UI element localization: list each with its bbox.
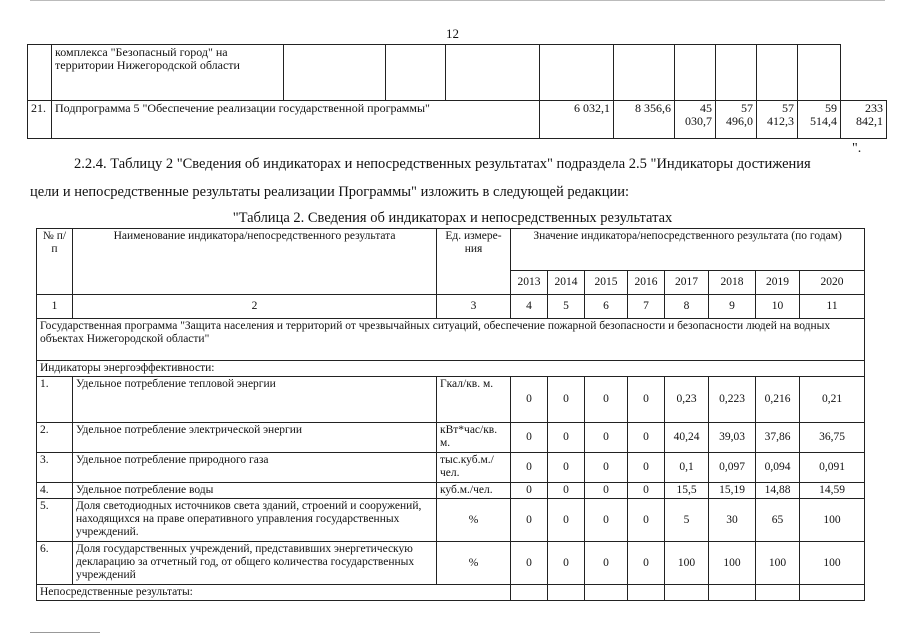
value-cell: 100 [665, 542, 709, 585]
value-cell: 0 [548, 453, 585, 483]
table-caption: "Таблица 2. Сведения об индикаторах и непосредственных результатах [232, 210, 673, 226]
year-cell: 2016 [628, 271, 665, 295]
year-cell: 2017 [665, 271, 709, 295]
value-cell: 0,23 [665, 377, 709, 423]
paragraph-line-1: 2.2.4. Таблицу 2 "Сведения об индикаторах и непосредственных результатах" подраздела 2.5 "Индикаторы достижения [74, 156, 811, 172]
empty-cell [284, 45, 386, 101]
table-row [28, 45, 887, 101]
column-number: 8 [665, 295, 709, 319]
value-cell: 0 [585, 483, 628, 499]
column-number: 2 [73, 295, 437, 319]
row-name: комплекса "Безопасный город" на территории Нижегородской области [52, 45, 284, 101]
empty-cell [585, 585, 628, 601]
indicator-name: Доля государственных учреждений, представивших энергетическую декларацию за отчетный год, от общего количества государственных учреждений [73, 542, 437, 585]
column-number: 3 [437, 295, 511, 319]
value-cell: 30 [709, 499, 756, 542]
value-cell: 0,21 [800, 377, 865, 423]
header-values: Значение индикатора/непосредственного результата (по годам) [511, 229, 865, 271]
indicator-unit: % [437, 542, 511, 585]
empty-cell [798, 45, 841, 101]
value-cell: 0,1 [665, 453, 709, 483]
value-cell: 0,091 [800, 453, 865, 483]
indicator-name: Удельное потребление природного газа [73, 453, 437, 483]
column-number: 5 [548, 295, 585, 319]
value-cell: 0 [548, 423, 585, 453]
column-number: 10 [756, 295, 800, 319]
value-cell: 0,223 [709, 377, 756, 423]
indicator-unit: % [437, 499, 511, 542]
top-border [30, 0, 885, 2]
value-cell: 0 [585, 377, 628, 423]
value-cell: 0 [511, 542, 548, 585]
value-cell: 37,86 [756, 423, 800, 453]
empty-cell [800, 585, 865, 601]
row-number: 6. [37, 542, 73, 585]
empty-cell [386, 45, 446, 101]
value-cell: 0 [511, 483, 548, 499]
year-cell: 2018 [709, 271, 756, 295]
value-cell: 0 [511, 499, 548, 542]
empty-cell [614, 45, 675, 101]
value-cell: 0 [628, 499, 665, 542]
value-cell: 0 [548, 542, 585, 585]
value-cell: 0 [585, 499, 628, 542]
value-cell: 0,216 [756, 377, 800, 423]
table-row [37, 542, 865, 585]
empty-cell [540, 45, 614, 101]
row-name: Подпрограмма 5 "Обеспечение реализации государственной программы" [52, 101, 540, 139]
value-cell: 0 [585, 542, 628, 585]
empty-cell [446, 45, 540, 101]
value-cell: 0 [511, 453, 548, 483]
value-cell: 8 356,6 [614, 101, 675, 139]
indicator-name: Удельное потребление электрической энергии [73, 423, 437, 453]
empty-cell [756, 585, 800, 601]
value-cell: 65 [756, 499, 800, 542]
section-row [37, 585, 865, 601]
header-name: Наименование индикатора/непосредственного результата [73, 229, 437, 295]
indicator-unit: кВт*час/кв. м. [437, 423, 511, 453]
value-cell: 100 [800, 542, 865, 585]
table-row [37, 453, 865, 483]
value-cell: 0 [628, 483, 665, 499]
value-cell: 0,097 [709, 453, 756, 483]
value-cell: 100 [800, 499, 865, 542]
value-cell: 15,19 [709, 483, 756, 499]
value-cell: 40,24 [665, 423, 709, 453]
value-cell: 0,094 [756, 453, 800, 483]
value-cell: 45 030,7 [675, 101, 716, 139]
year-cell: 2015 [585, 271, 628, 295]
value-cell: 0 [585, 453, 628, 483]
indicator-name: Удельное потребление воды [73, 483, 437, 499]
value-cell: 5 [665, 499, 709, 542]
value-cell: 0 [585, 423, 628, 453]
value-cell: 6 032,1 [540, 101, 614, 139]
table-row [28, 101, 887, 139]
indicators-table [36, 228, 865, 601]
value-cell: 0 [548, 377, 585, 423]
row-number: 21. [28, 101, 52, 139]
closing-quote-mark: ". [852, 141, 862, 156]
empty-cell [709, 585, 756, 601]
row-number: 3. [37, 453, 73, 483]
paragraph-line-2: цели и непосредственные результаты реализации Программы" изложить в следующей редакции: [30, 184, 630, 200]
header-no: № п/п [37, 229, 73, 295]
row-number: 2. [37, 423, 73, 453]
value-cell: 57 496,0 [716, 101, 757, 139]
empty-cell [628, 585, 665, 601]
bottom-mark [30, 632, 100, 633]
column-number: 4 [511, 295, 548, 319]
program-title-row [37, 319, 865, 361]
indicator-unit: тыс.куб.м./ чел. [437, 453, 511, 483]
value-cell: 0 [548, 483, 585, 499]
section-results: Непосредственные результаты: [37, 585, 511, 601]
section-indicators: Индикаторы энергоэффективности: [37, 361, 865, 377]
value-cell: 100 [756, 542, 800, 585]
empty-cell [757, 45, 798, 101]
value-cell: 0 [511, 423, 548, 453]
value-cell: 0 [628, 453, 665, 483]
empty-cell [716, 45, 757, 101]
value-cell: 14,59 [800, 483, 865, 499]
value-cell: 0 [511, 377, 548, 423]
indicator-name: Доля светодиодных источников света зданий, строений и сооружений, находящихся на праве оперативного управления государственных учреждений. [73, 499, 437, 542]
value-cell: 59 514,4 [798, 101, 841, 139]
value-cell: 0 [548, 499, 585, 542]
row-number: 5. [37, 499, 73, 542]
table-row [37, 499, 865, 542]
value-cell: 100 [709, 542, 756, 585]
value-cell: 39,03 [709, 423, 756, 453]
empty-cell [675, 45, 716, 101]
row-number: 1. [37, 377, 73, 423]
year-cell: 2013 [511, 271, 548, 295]
table-row [37, 377, 865, 423]
indicator-unit: куб.м./чел. [437, 483, 511, 499]
value-cell: 14,88 [756, 483, 800, 499]
year-cell: 2014 [548, 271, 585, 295]
indicator-unit: Гкал/кв. м. [437, 377, 511, 423]
value-cell: 36,75 [800, 423, 865, 453]
row-number: 4. [37, 483, 73, 499]
value-cell: 15,5 [665, 483, 709, 499]
table-row [37, 423, 865, 453]
year-cell: 2019 [756, 271, 800, 295]
indicator-name: Удельное потребление тепловой энергии [73, 377, 437, 423]
column-number: 1 [37, 295, 73, 319]
value-cell: 57 412,3 [757, 101, 798, 139]
empty-cell [665, 585, 709, 601]
header-unit: Ед. измере-ния [437, 229, 511, 295]
year-cell: 2020 [800, 271, 865, 295]
table-row [37, 483, 865, 499]
column-numbers-row [37, 295, 865, 319]
value-cell: 0 [628, 542, 665, 585]
column-number: 6 [585, 295, 628, 319]
program-title: Государственная программа "Защита населения и территорий от чрезвычайных ситуаций, обеспечение пожарной безопасности и безопасности людей на водных объектах Нижегородской области" [37, 319, 865, 361]
row-number [28, 45, 52, 101]
page-number: 12 [446, 26, 459, 41]
empty-cell [511, 585, 548, 601]
column-number: 9 [709, 295, 756, 319]
value-cell: 0 [628, 377, 665, 423]
column-number: 7 [628, 295, 665, 319]
value-cell: 233 842,1 [841, 101, 887, 139]
value-cell: 0 [628, 423, 665, 453]
section-row [37, 361, 865, 377]
header-row [37, 229, 865, 271]
empty-cell [548, 585, 585, 601]
column-number: 11 [800, 295, 865, 319]
budget-table-continuation [27, 44, 887, 139]
